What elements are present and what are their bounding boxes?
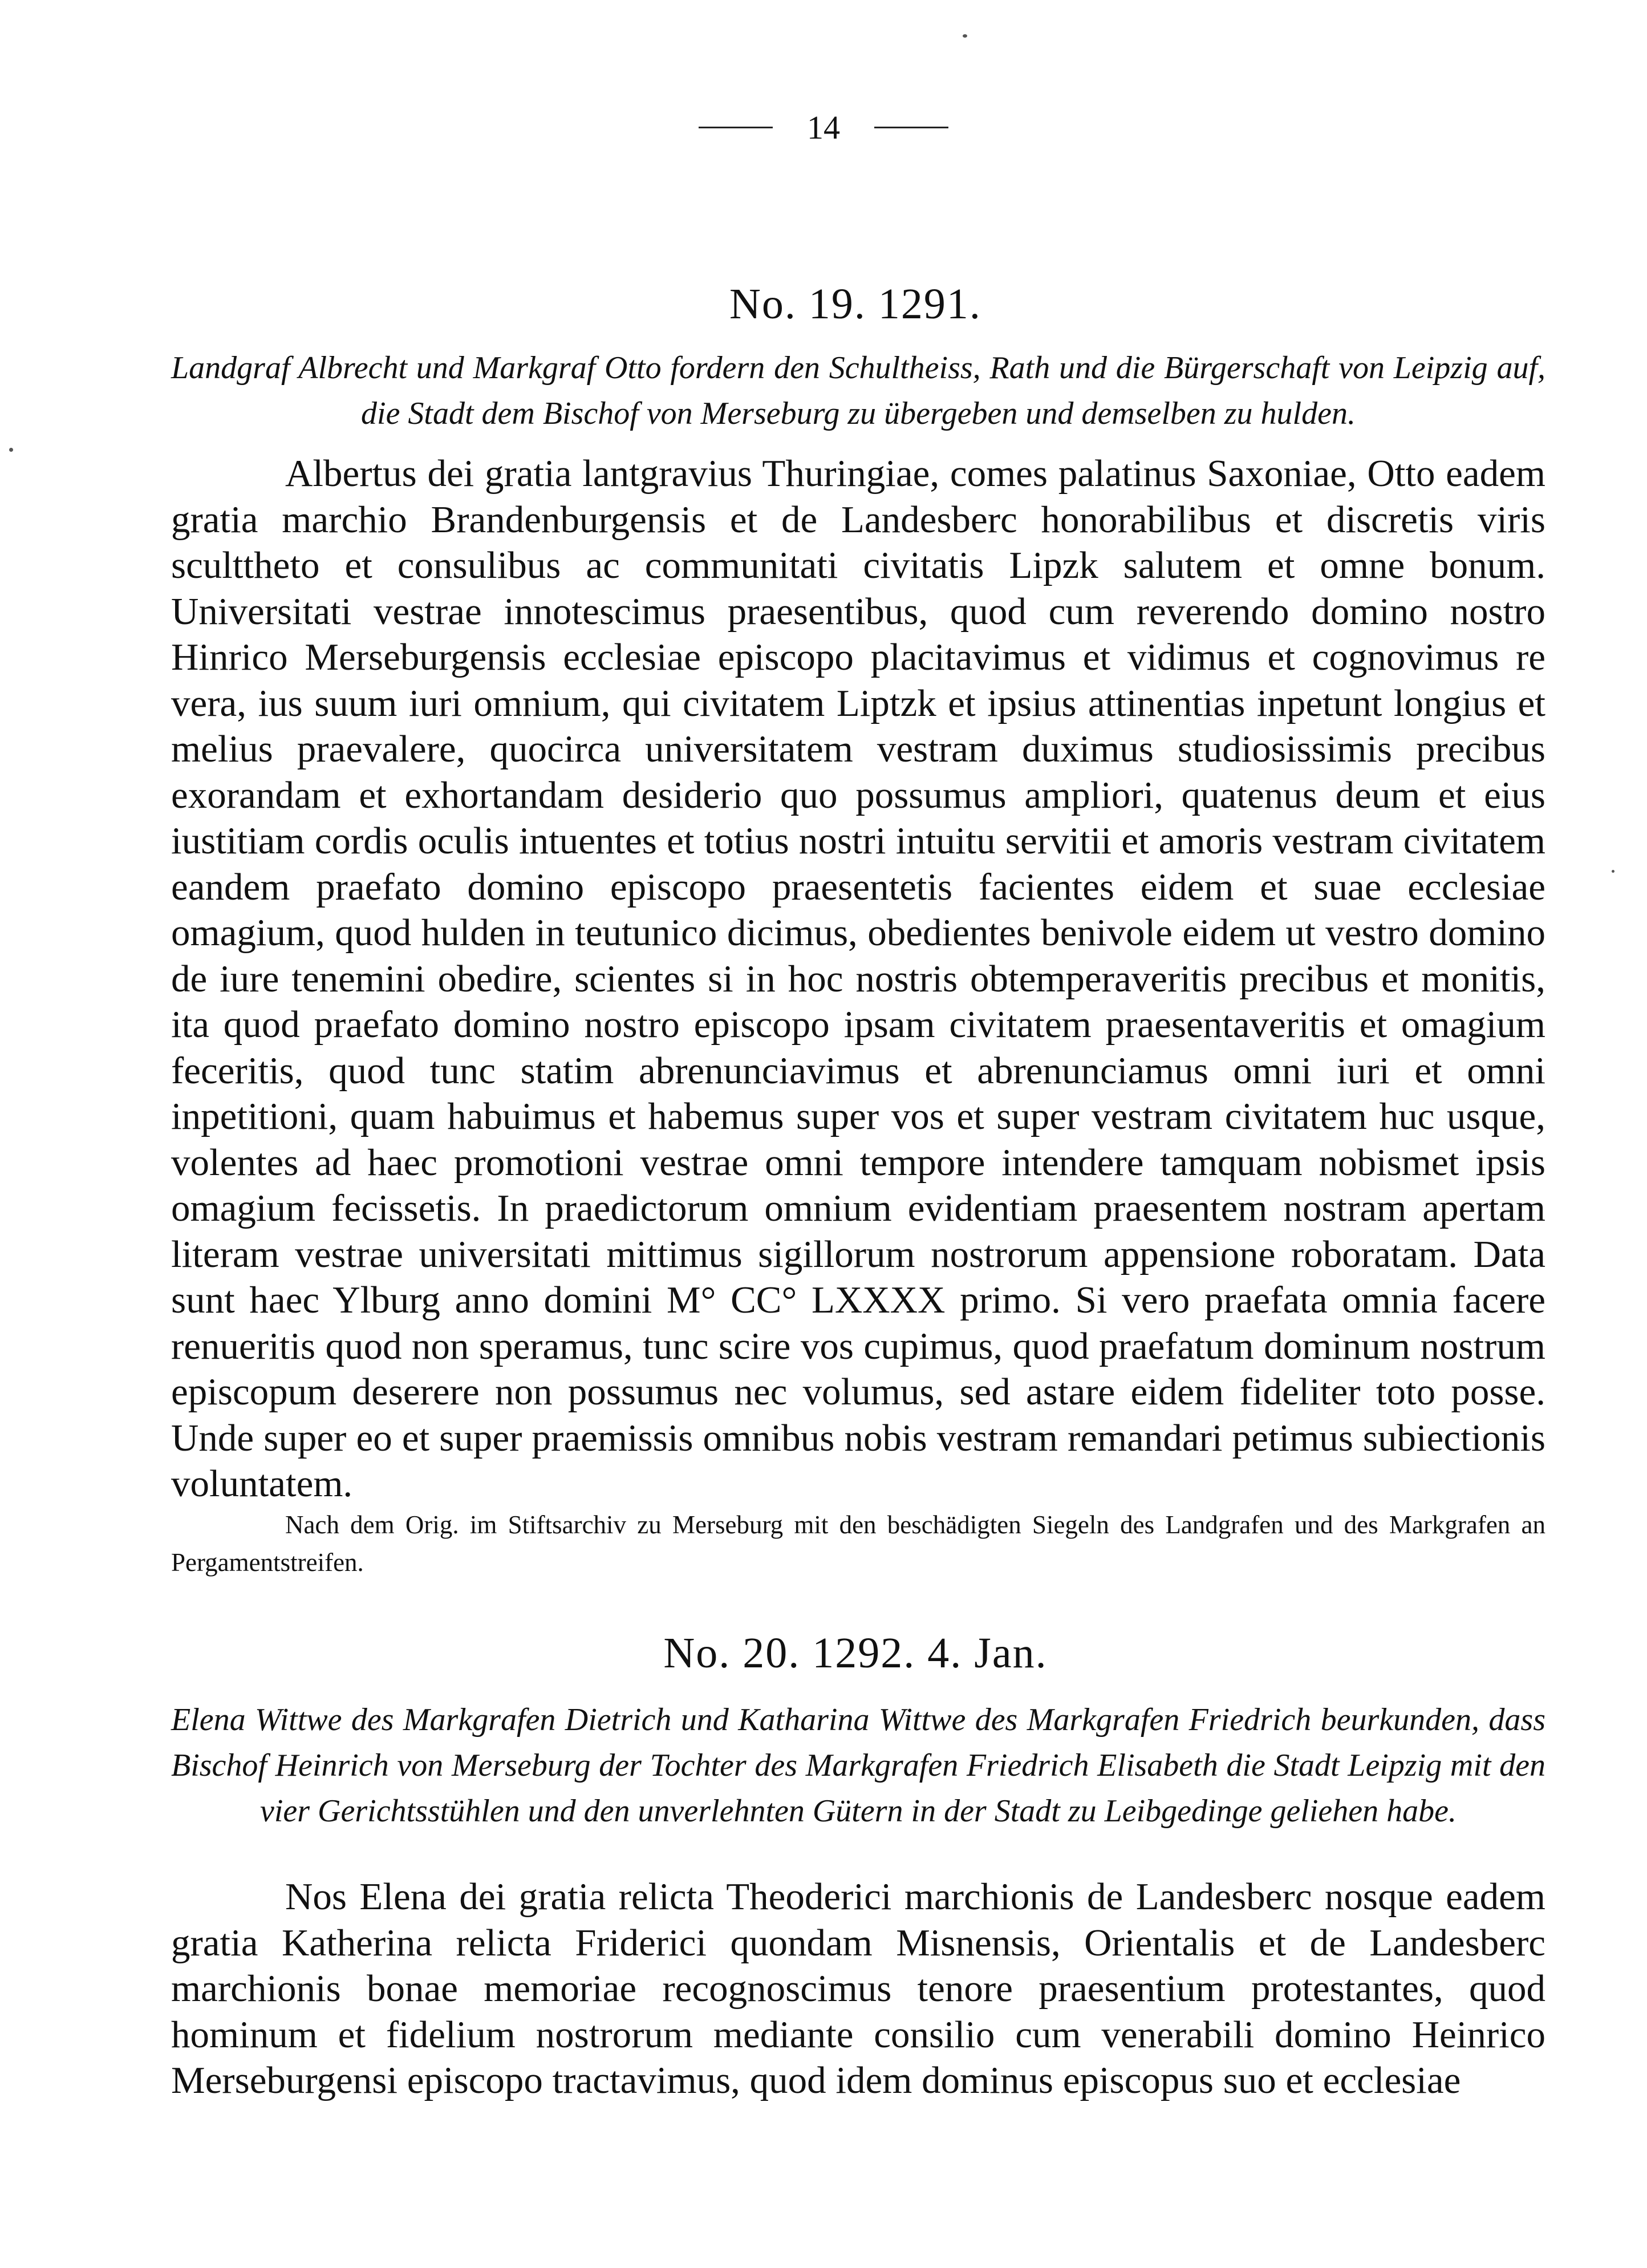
document-body-20-text: Nos Elena dei gratia relicta Theoderici marchionis de Landesberc nosque eadem gratia Katherina relicta Friderici quondam Misnensis, Orientalis et de Landesberc marchionis bonae memoriae recognoscimus tenore praesentium protestantes, quod hominum et fidelium nostrorum mediante consilio cum venerabili domino Heinrico Merseburgensi episcopo tractavimus, quod idem dominus episcopus suo et ecclesiae	[171, 1876, 1545, 2101]
header-rule-right	[874, 127, 948, 128]
page-number: 14	[807, 109, 840, 146]
scan-speck	[1612, 870, 1614, 873]
document-body-19	[171, 451, 1545, 1507]
source-note-19	[171, 1506, 1545, 1581]
scan-speck	[9, 448, 13, 452]
document-body-20	[171, 1874, 1545, 2104]
document-rubric-19: Landgraf Albrecht und Markgraf Otto fordern den Schultheiss, Rath und die Bürgerschaft von Leipzig auf, die Stadt dem Bischof von Merseburg zu übergeben und demselben zu hulden.	[171, 350, 1545, 431]
document-heading-20: No. 20. 1292. 4. Jan.	[663, 1629, 1048, 1677]
source-note-19-text: Nach dem Orig. im Stiftsarchiv zu Merseburg mit den beschädigten Siegeln des Landgrafen und des Markgrafen an Pergamentstreifen.	[171, 1510, 1545, 1577]
header-rule-left	[699, 127, 773, 128]
document-rubric-20: Elena Wittwe des Markgrafen Dietrich und Katharina Wittwe des Markgrafen Friedrich beurkunden, dass Bischof Heinrich von Merseburg der Tochter des Markgrafen Friedrich Elisabeth die Stadt Leipzig mit den vier Gerichtsstühlen und den unverlehnten Gütern in der Stadt zu Leibgedinge geliehen habe.	[171, 1702, 1545, 1829]
document-body-19-text: Albertus dei gratia lantgravius Thuringiae, comes palatinus Saxoniae, Otto eadem gratia marchio Brandenburgensis et de Landesberc honorabilibus et discretis viris sculttheto et consulibus ac communitati civitatis Lipzk salutem et omne bonum. Universitati vestrae innotescimus praesentibus, quod cum reverendo domino nostro Hinrico Merseburgensis ecclesiae episcopo placitavimus et vidimus et cognovimus re vera, ius suum iuri omnium, qui civitatem Liptzk et ipsius attinentias inpetunt longius et melius praevalere, quocirca universitatem vestram duximus studiosissimis precibus exorandam et exhortandam desiderio quo possumus ampliori, quatenus deum et eius iustitiam cordis oculis intuentes et totius nostri intuitu servitii et amoris vestram civitatem eandem praefato domino episcopo praesentetis facientes eidem et suae ecclesiae omagium, quod hulden in teutunico dicimus, obedientes benivole eidem ut vestro domino de iure tenemini obedire, scientes si in hoc nostris obtemperaveritis precibus et monitis, ita quod praefato domino nostro episcopo ipsam civitatem praesentaveritis et omagium feceritis, quod tunc statim abrenunciavimus et abrenunciamus omni iuri et omni inpetitioni, quam habuimus et habemus super vos et super vestram civitatem huc usque, volentes ad haec promotioni vestrae omni tempore intendere tamquam nobismet ipsis omagium fecissetis. In praedictorum omnium evidentiam praesentem nostram apertam literam vestrae universitati mittimus sigillorum nostrorum appensione roboratam. Data sunt haec Ylburg anno domini M° CC° LXXXX primo. Si vero praefata omnia facere renueritis quod non speramus, tunc scire vos cupimus, quod praefatum dominum nostrum episcopum deserere non possumus nec volumus, sed astare eidem fideliter toto posse. Unde super eo et super praemissis omnibus nobis vestram remandari petimus subiectionis voluntatem.	[171, 452, 1545, 1505]
scan-speck	[963, 34, 967, 38]
page-header	[0, 108, 1647, 147]
document-heading-19: No. 19. 1291.	[729, 280, 981, 328]
